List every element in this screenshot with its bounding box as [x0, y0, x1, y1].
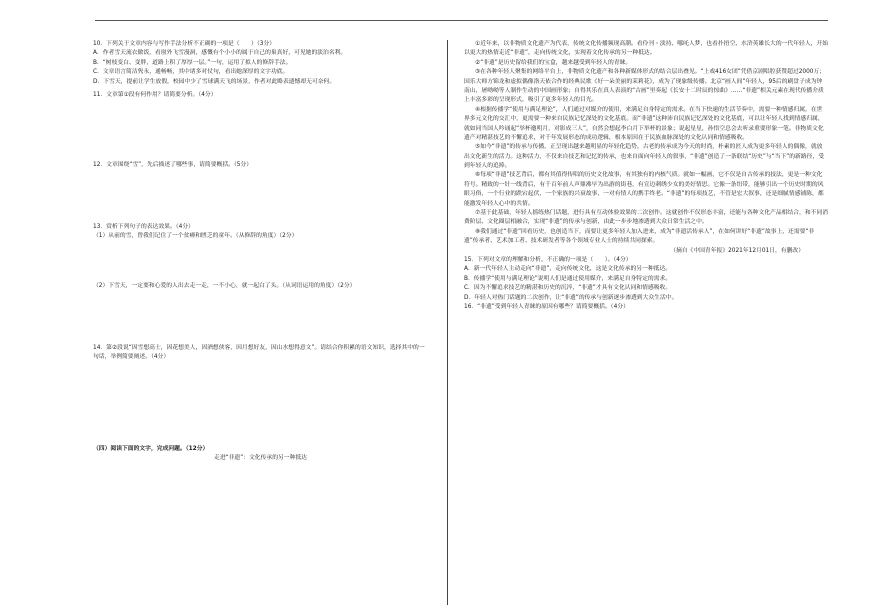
q15-stem: 15．下列对文章的理解和分析，不正确的一项是（ ）。（4分）	[464, 256, 632, 263]
q10-option-d: D．下雪天，提前让学生放假，校园中少了雪球满天飞的场景，作者对此略表遗憾却无可奈何。	[93, 78, 336, 85]
article-paragraph-3: ③在各种年轻人聚集的网络平台上，非物质文化遗产和各种新媒体形式的结合层出叠见。“上戏416女团”凭借京剧唱腔获赞超过2000万；国乐大师方锦龙和虚拟偶像洛天依合作的经典民歌《好一朵美丽的茉莉花》，成为了现象级传播。北京“画人间”年轻人，95后的刷盘子成为钟南山，屠呦呦等人制作生动的中国画形象；自得其乐在真人表演的“古画”里奏起《长安十二时辰的惊曲》……“非遗”相关元素在现代传播介质上丰富多彩的呈现形式，吸引了更多年轻人的目光。	[464, 69, 826, 104]
q13-sub2: （2）下雪天，一定要和心爱的人出去走一走，一不小心，就一起白了头。（从词语运用的角度）（2分）	[93, 282, 356, 289]
article-paragraph-4: ④根据传播学“使用与满足理论”，人们通过对媒介的使用，来满足自身特定的需求。在当下快速的生活节奏中，需要一种情感归属，在世界多元文化的交汇中，更需要一种来自民族记忆深处的文化基底。而“非遗”这种沛自民族记忆深处的文化基底，可以让年轻人找到情感归属，就如同当国人吟诵起“举杯邀明月，对影成三人”，自然会想起李白月下举杯的景象；说起星星，孙悟空总会去听录重要形象一笔。非物质文化遗产对精湛技艺的不懈追求，对千年发展形态的成功逻辑，根本原因在于民族血脉深处的文化认同和情感吸收。	[464, 106, 824, 141]
q13-sub2-answer-space	[93, 291, 428, 344]
q12-answer-space	[93, 171, 428, 223]
q16-stem: 16．“非遗”受到年轻人青睐的原因有哪些？请简要概括。（4分）	[464, 303, 629, 310]
q15-option-d: D．年轻人对热门话题的二次创作，让“非遗”的传承与创新逐步渗透到大众生活中。	[464, 294, 678, 301]
section-4-heading: （四）阅读下面的文字，完成问题。（12分）	[93, 445, 209, 452]
article-title: 走进“非遗”：文化传承的另一种抵达	[214, 455, 307, 462]
q11-stem: 11．文章第①段有何作用？请简要分析。（4分）	[93, 91, 217, 98]
q10-option-b: B．“树枝变白、变胖，道路上积了厚厚一层。”一句，运用了拟人的修辞手法。	[93, 59, 292, 66]
q15-option-c: C．因为不懈追求技艺的精湛和历史的沉淬，“非遗”才具有文化认同和情感吸收。	[464, 285, 672, 292]
left-column	[93, 40, 428, 463]
top-rule	[95, 20, 828, 21]
right-column	[464, 40, 828, 312]
article-paragraph-8: ⑧我们通过“非遗”回看历史，也创造当下，而要让更多年轻人加入进来，成为“非遗活传承人”，在如何讲好“非遗”故事上，还需要“非遗”传承者、艺术加工者、技术研发者等各个领域专业人士的持续共同探索。	[464, 228, 815, 245]
q13-sub1-answer-space	[93, 242, 428, 282]
article-source: （摘自《中国青年报》2021年12月01日，有删改）	[670, 247, 804, 254]
q13-stem: 13．赏析下列句子的表达效果。（4分）	[93, 223, 194, 230]
column-divider	[447, 40, 448, 605]
article-paragraph-7: ⑦基于此基础，年轻人摇练热门话题，进行具有互动体验效果的二次创作。这就创作不仅形态丰富，还能与各种文化产品相结合，和不同消费阶层、文化圈层相融合，实现“非遗”的传承与创新，由此一步步地渗透到大众日常生活之中。	[464, 210, 829, 226]
q14-answer-space	[93, 363, 428, 445]
q14-stem: 14．第②段说“因雪想高士，因花想美人，因酒想侠客，因月想好友，因山水想得意文”。请结合你积累的语文知识，选择其中的一句话，举例简要阐述。（4分）	[93, 344, 425, 361]
article-paragraph-2: ②“非遗”是历史留给我们的宝盒，越来越受到年轻人的青睐。	[475, 59, 632, 66]
q11-answer-space	[93, 100, 428, 161]
q10-stem: 10．下列关于文章内容与写作手法分析不正确的一项是（ ）（3分）	[93, 41, 276, 47]
q10-option-a: A．作者雪天流衣做饭，看窗外飞雪漫洞，感慨有个小小的属于自己的巢真好，可见她的淡泊名利。	[93, 50, 347, 57]
q12-stem: 12．文章围绕“雪”，先后描述了哪些事，请简要概括。（5分）	[93, 162, 253, 169]
q15-option-b: B．传播学“使用与满足理论”说明人们是通过使用媒介，来满足自身特定的需求。	[464, 275, 672, 282]
q15-option-a: A．新一代年轻人主动走向“非遗”，走向传统文化，这是文化传承的另一种抵达。	[464, 266, 672, 273]
article-paragraph-6: ⑥每项“非遗”技艺背后，都有其值得传唱的历史文化故事，有其独有的内核气质。就如一幅画，它不仅是自古传承的技法，更是一种文化符号。精致的一针一线背后，有千百年前人声鼎沸早为出游的街巷，有宣边刺绣少女的美好情思。它像一条纽带，能够引出一个历史时期的风眼习俗，一个行业的跌宕起伏，一个家族的兴衰故事，一对有情人的携手终老。“非遗”的每项技艺，不管是宏大叙事，还是细腻情感铺陈，都能激发年轻人心中的共情。	[464, 172, 824, 207]
article-paragraph-5: ⑤如今“非遗”的传承与传播，正呈现出越来越明显的年轻化趋势。古老的传承成为今天的时尚，朴素的匠人成为更多年轻人的偶像，就放出文化新生的活力。这种活力，不仅来自技艺和记忆的传承，也来自面向年轻人的叙事，“非遗”创造了一条联结“历史”与“当下”的新路径，受到年轻人的追捧。	[464, 144, 825, 170]
article-paragraph-1: ①近年来，以非物质文化遗产为代表，传统文化传播频现高潮。看伶刊・淡持、哪吒人梦，也看扑捂空、水浒英雄长大的一代年轻人，开始以更大的热情走近“非遗”，走向传统文化，实现着文化传承的另一种抵达。	[464, 41, 829, 57]
q10-option-c: C．文章语言简洁隽永，通畅畅，其中诸多对仗句，看出她深厚的文字功底。	[93, 69, 289, 76]
q13-sub1: （1）从前的雪，曾我们记住了一个贫瘠和匮乏的童年。（从修辞的角度）（2分）	[93, 233, 298, 240]
